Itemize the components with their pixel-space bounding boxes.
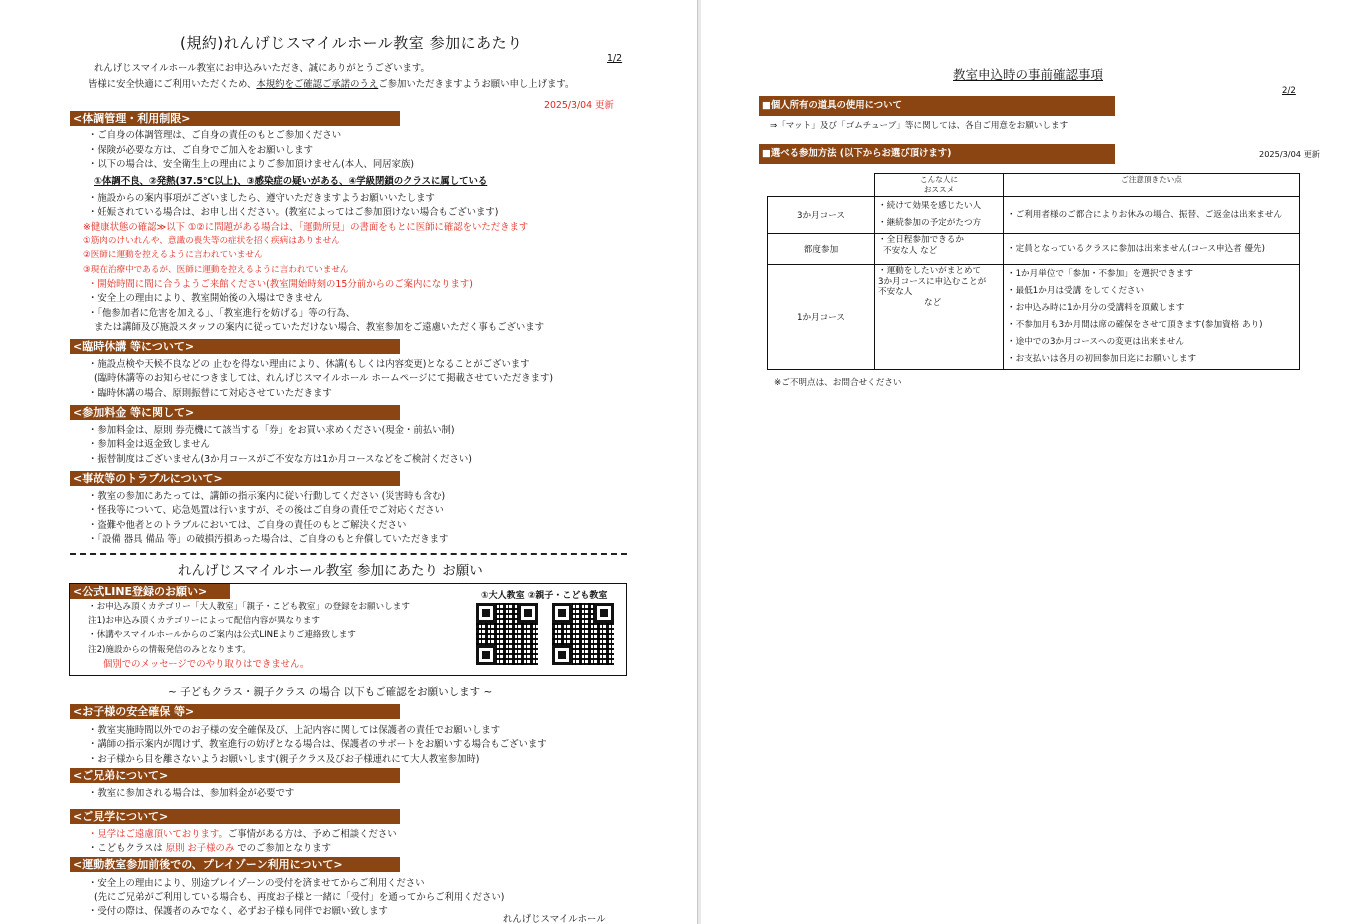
health-check-text: ※健康状態の確認≫以下 ①②に問題がある場合は、「運動所見」の書面をもとに医師に確認をいただきます (83, 222, 529, 233)
body-text: ・参加料金は、原則 券売機にて該当する「券」をお買い求めください(現金・前払い制) (88, 425, 455, 436)
table-header-row (768, 174, 1300, 197)
course-recommend: ・全日程参加できるか 不安な人 など (875, 234, 1004, 265)
qr-label: ①大人教室 ②親子・こども教室 (481, 591, 608, 601)
section-heading-fees: <参加料金 等に関して> (70, 405, 400, 420)
body-text: または講師及び施設スタッフの案内に従っていただけない場合、教室参加をご遠慮いただく事もございます (94, 322, 545, 333)
body-text: ・「他参加者に危害を加える」、「教室進行を妨げる」等の行為、 (88, 308, 356, 319)
course-notes: ・1か月単位で「参加・不参加」を選択できます ・最低1か月は受講 をしてください ・お申込み時に1か月分の受講料を頂戴します ・不参加月も3か月間は席の確保をさせて頂きます(参加資格 あり) ・途中での3か月コースへの変更は出来ません ・お支払いは各月の初回参加日迄にお願いします (1004, 265, 1300, 370)
table-header-empty (768, 174, 875, 197)
body-text: ・教室実施時間以外でのお子様の安全確保及び、上記内容に関しては保護者の責任でお願いします (88, 725, 501, 736)
updated-date: 2025/3/04 更新 (1259, 149, 1320, 159)
intro-line-2: 皆様に安全快適にご利用いただくため、本規約をご確認ご承諾のうえご参加いただきますようお願い申し上げます。 (88, 79, 575, 90)
page-number: 2/2 (1282, 86, 1296, 96)
page-title: 教室申込時の事前確認事項 (953, 67, 1104, 82)
course-options-table (767, 173, 1300, 370)
health-item: ③現在治療中であるが、医師に運動を控えるように言われていません (83, 265, 349, 275)
tools-text: ⇒「マット」及び「ゴムチューブ」等に関しては、各自ご用意をお願いします (770, 121, 1069, 131)
section-heading-accidents: <事故等のトラブルについて> (70, 471, 400, 486)
body-text: ・講師の指示案内が聞けず、教室進行の妨げとなる場合は、保護者のサポートをお願いする場合もございます (88, 739, 547, 750)
body-text: ・お申込み頂くカテゴリー「大人教室」「親子・こども教室」の登録をお願いします (88, 602, 410, 612)
body-text: ・参加料金は返金致しません (88, 439, 210, 450)
body-text: (臨時休講等のお知らせにつきましては、れんげじスマイルホール ホームページにて掲載させていただきます) (94, 373, 554, 384)
table-row (768, 197, 1300, 234)
course-name: 都度参加 (768, 234, 875, 265)
body-text: ・怪我等について、応急処置は行いますが、その後はご自身の責任でご対応ください (88, 505, 444, 516)
child-note: ~ 子どもクラス・親子クラス の場合 以下もご確認をお願いします ~ (168, 686, 493, 698)
section-heading-line: <公式LINE登録のお願い> (70, 584, 230, 599)
table-header-notes: ご注意頂きたい点 (1004, 174, 1300, 197)
body-text: ・施設点検や天候不良などの 止むを得ない理由により、休講(もしくは内容変更)となることがございます (88, 359, 530, 370)
updated-date: 2025/3/04 更新 (544, 100, 614, 111)
body-text: ・盗難や他者とのトラブルにおいては、ご自身の責任のもとご解決ください (88, 520, 407, 531)
intro-line-1: れんげじスマイルホール教室にお申込みいただき、誠にありがとうございます。 (94, 63, 430, 74)
page-number: 1/2 (607, 53, 623, 64)
section-heading-siblings: <ご兄弟について> (70, 768, 400, 783)
course-notes: ・ご利用者様のご都合によりお休みの場合、振替、ご返金は出来ません (1004, 197, 1300, 234)
body-text: ・施設からの案内事項がございましたら、遵守いただきますようお願いいたします (88, 193, 435, 204)
page-title: (規約)れんげじスマイルホール教室 参加にあたり (180, 34, 523, 52)
section-heading-child-safety: <お子様の安全確保 等> (70, 704, 400, 719)
body-text: ・教室の参加にあたっては、講師の指示案内に従い行動してください (災害時も含む) (88, 491, 446, 502)
course-recommend: ・運動をしたいがまとめて 3か月コースに申込むことが 不安な人 など (875, 265, 1004, 370)
section-heading-observation: <ご見学について> (70, 809, 400, 824)
body-text: 注1)お申込み頂くカテゴリーによって配信内容が異なります (88, 616, 320, 626)
footnote: ※ご不明点は、お問合せください (774, 378, 902, 388)
body-text: ・お子様から目を離さないようお願いします(親子クラス及びお子様連れにて大人教室参加時) (88, 754, 480, 765)
section-heading-tools: ■個人所有の道具の使用について (759, 96, 1115, 116)
table-row (768, 234, 1300, 265)
section-divider (70, 553, 627, 555)
section-heading-options: ■選べる参加方法 (以下からお選び頂けます) (759, 144, 1115, 164)
body-text: ・受付の際は、保護者のみでなく、必ずお子様も同伴でお願い致します (88, 906, 388, 917)
body-text: ・「設備 器具 備品 等」の破損汚損あった場合は、ご自身のもと弁償していただきます (88, 534, 449, 545)
table-row (768, 265, 1300, 370)
body-text: (先にご兄弟がご利用している場合も、再度お子様と一緒に「受付」を通ってからご利用ください) (94, 892, 505, 903)
arrival-text: ・開始時間に間に合うようご来館ください(教室開始時刻の15分前からのご案内になります) (88, 279, 473, 290)
course-name: 3か月コース (768, 197, 875, 234)
health-item: ①筋肉のけいれんや、意識の喪失等の症状を招く疾病はありません (83, 236, 340, 246)
conditions-text: ①体調不良、②発熱(37.5℃以上)、③感染症の疑いがある、④学級閉鎖のクラスに属している (94, 176, 488, 187)
course-notes: ・定員となっているクラスに参加は出来ません(コース申込者 優先) (1004, 234, 1300, 265)
body-text: 注2)施設からの情報発信のみとなります。 (88, 645, 251, 655)
body-text: ・安全上の理由により、教室開始後の入場はできません (88, 293, 323, 304)
body-text: ・以下の場合は、安全衛生上の理由によりご参加頂けません(本人、同居家族) (88, 159, 415, 170)
subtitle: れんげじスマイルホール教室 参加にあたり お願い (178, 563, 483, 579)
document-page-2 (701, 0, 1351, 924)
body-text: ・休講やスマイルホールからのご案内は公式LINEよりご連絡致します (88, 630, 356, 640)
body-text: ・ご自身の体調管理は、ご自身の責任のもとご参加ください (88, 130, 342, 141)
health-item: ②医師に運動を控えるように言われていません (83, 250, 263, 260)
body-text: ・保険が必要な方は、ご自身でご加入をお願いします (88, 145, 314, 156)
table-header-recommend: こんな人に おススメ (875, 174, 1004, 197)
course-name: 1か月コース (768, 265, 875, 370)
line-note-red: 個別でのメッセージでのやり取りはできません。 (103, 659, 310, 670)
body-text: ・振替制度はございません(3か月コースがご不安な方は1か月コースなどをご検討ください) (88, 454, 472, 465)
body-text: ・見学はご遠慮頂いております。ご事情がある方は、予めご相談ください (88, 829, 397, 840)
body-text: ・教室に参加される場合は、参加料金が必要です (88, 788, 295, 799)
section-heading-health: <体調管理・利用制限> (70, 111, 400, 126)
qr-code-family[interactable] (552, 603, 614, 665)
section-heading-playzone: <運動教室参加前後での、プレイゾーン利用について> (70, 857, 400, 872)
body-text: ・こどもクラスは 原則 お子様のみ でのご参加となります (88, 843, 332, 854)
footer-text: れんげじスマイルホール (503, 914, 606, 924)
body-text: ・臨時休講の場合、原則振替にて対応させていただきます (88, 388, 332, 399)
body-text: ・安全上の理由により、別途プレイゾーンの受付を済ませてからご利用ください (88, 878, 425, 889)
qr-code-adult[interactable] (476, 603, 538, 665)
section-heading-cancellation: <臨時休講 等について> (70, 339, 400, 354)
body-text: ・妊娠されている場合は、お申し出ください。(教室によってはご参加頂けない場合もございます) (88, 207, 499, 218)
course-recommend: ・続けて効果を感じたい人 ・継続参加の予定がたつ方 (875, 197, 1004, 234)
